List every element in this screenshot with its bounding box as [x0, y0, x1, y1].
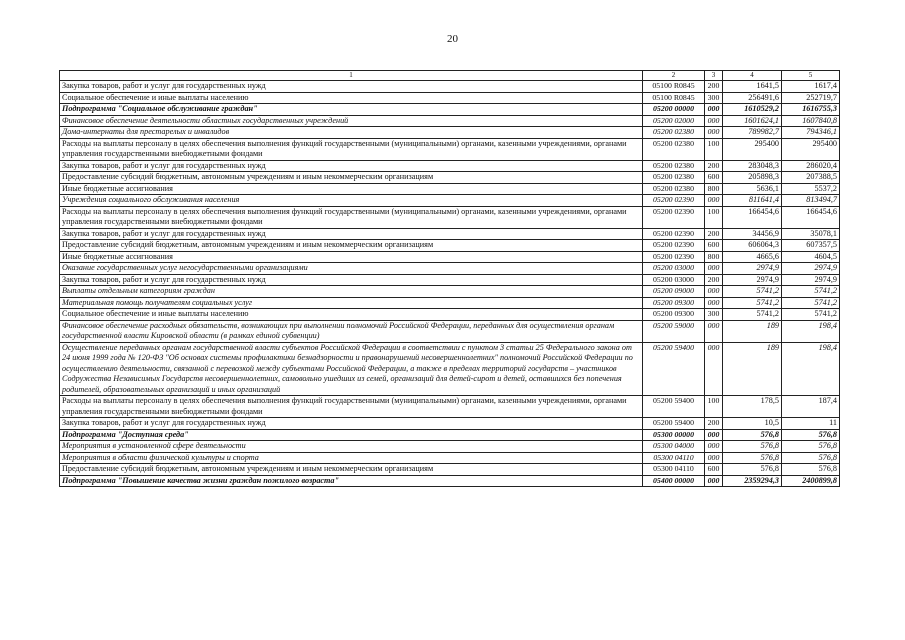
- row-code-cell: 05200 00000: [643, 104, 705, 116]
- table-row: [60, 228, 840, 240]
- table-row: [60, 195, 840, 207]
- row-expense-type-cell: 000: [705, 297, 723, 309]
- row-name-cell: Подпрограмма "Повышение качества жизни граждан пожилого возраста": [60, 475, 643, 487]
- row-code-cell: 05200 09300: [643, 309, 705, 321]
- row-value-col4-cell: 5741,2: [723, 297, 782, 309]
- row-value-col5-cell: 607357,5: [782, 240, 840, 252]
- row-code-cell: 05300 00000: [643, 429, 705, 441]
- row-expense-type-cell: 600: [705, 172, 723, 184]
- row-code-cell: 05100 R0845: [643, 92, 705, 104]
- row-value-col5-cell: 166454,6: [782, 206, 840, 228]
- row-value-col4-cell: 4665,6: [723, 251, 782, 263]
- table-row: [60, 240, 840, 252]
- table-row: [60, 286, 840, 298]
- table-row: [60, 475, 840, 487]
- row-value-col4-cell: 789982,7: [723, 127, 782, 139]
- row-value-col4-cell: 5741,2: [723, 286, 782, 298]
- row-code-cell: 05400 00000: [643, 475, 705, 487]
- table-row: [60, 297, 840, 309]
- row-value-col4-cell: 10,5: [723, 418, 782, 430]
- row-expense-type-cell: 200: [705, 160, 723, 172]
- row-name-cell: Расходы на выплаты персоналу в целях обеспечения выполнения функций государственными (муниципальными) органами, казенными учреждениями, органами управления государственными внебюджетными фондами: [60, 396, 643, 418]
- row-value-col5-cell: 286020,4: [782, 160, 840, 172]
- row-value-col5-cell: 295400: [782, 138, 840, 160]
- row-value-col5-cell: 794346,1: [782, 127, 840, 139]
- table-row: [60, 92, 840, 104]
- row-code-cell: 05200 02390: [643, 251, 705, 263]
- row-value-col5-cell: 252719,7: [782, 92, 840, 104]
- table-row: [60, 251, 840, 263]
- row-value-col5-cell: 11: [782, 418, 840, 430]
- row-expense-type-cell: 200: [705, 228, 723, 240]
- table-row: [60, 138, 840, 160]
- row-name-cell: Закупка товаров, работ и услуг для государственных нужд: [60, 418, 643, 430]
- table-row: [60, 263, 840, 275]
- row-expense-type-cell: 200: [705, 81, 723, 93]
- row-name-cell: Социальное обеспечение и иные выплаты населению: [60, 309, 643, 321]
- row-name-cell: Материальная помощь получателям социальных услуг: [60, 297, 643, 309]
- row-value-col5-cell: 35078,1: [782, 228, 840, 240]
- row-code-cell: 05200 09300: [643, 297, 705, 309]
- table-row: [60, 160, 840, 172]
- row-expense-type-cell: 000: [705, 104, 723, 116]
- table-header-row: [60, 71, 840, 81]
- row-value-col5-cell: 207388,5: [782, 172, 840, 184]
- row-value-col5-cell: 5537,2: [782, 183, 840, 195]
- row-code-cell: 05200 02380: [643, 183, 705, 195]
- row-code-cell: 05200 59400: [643, 418, 705, 430]
- row-code-cell: 05200 59000: [643, 320, 705, 342]
- row-value-col4-cell: 5741,2: [723, 309, 782, 321]
- row-name-cell: Мероприятия в области физической культуры и спорта: [60, 452, 643, 464]
- row-expense-type-cell: 000: [705, 115, 723, 127]
- row-value-col5-cell: 2400899,8: [782, 475, 840, 487]
- row-code-cell: 05200 59400: [643, 342, 705, 396]
- row-value-col5-cell: 5741,2: [782, 309, 840, 321]
- row-name-cell: Предоставление субсидий бюджетным, автономным учреждениям и иным некоммерческим организациям: [60, 464, 643, 476]
- row-expense-type-cell: 000: [705, 441, 723, 453]
- table-row: [60, 274, 840, 286]
- row-code-cell: 05200 02390: [643, 195, 705, 207]
- row-value-col5-cell: 5741,2: [782, 297, 840, 309]
- row-name-cell: Подпрограмма "Доступная среда": [60, 429, 643, 441]
- table-row: [60, 309, 840, 321]
- row-name-cell: Подпрограмма "Социальное обслуживание граждан": [60, 104, 643, 116]
- table-row: [60, 81, 840, 93]
- row-value-col5-cell: 576,8: [782, 441, 840, 453]
- row-expense-type-cell: 000: [705, 195, 723, 207]
- row-expense-type-cell: 000: [705, 286, 723, 298]
- row-value-col4-cell: 189: [723, 342, 782, 396]
- row-name-cell: Финансовое обеспечение расходных обязательств, возникающих при выполнении полномочий Российской Федерации, переданных для осуществления органам государственной власти Кировской области (в рамках единой субвенции): [60, 320, 643, 342]
- table-row: [60, 464, 840, 476]
- row-value-col4-cell: 811641,4: [723, 195, 782, 207]
- row-value-col4-cell: 295400: [723, 138, 782, 160]
- row-code-cell: 05200 02390: [643, 240, 705, 252]
- row-expense-type-cell: 800: [705, 251, 723, 263]
- row-expense-type-cell: 000: [705, 452, 723, 464]
- row-name-cell: Расходы на выплаты персоналу в целях обеспечения выполнения функций государственными (муниципальными) органами, казенными учреждениями, органами управления государственными внебюджетными фондами: [60, 138, 643, 160]
- row-value-col4-cell: 5636,1: [723, 183, 782, 195]
- row-value-col4-cell: 606064,3: [723, 240, 782, 252]
- budget-table: [59, 70, 840, 487]
- row-value-col4-cell: 1601624,1: [723, 115, 782, 127]
- row-value-col4-cell: 2359294,3: [723, 475, 782, 487]
- row-value-col5-cell: 576,8: [782, 429, 840, 441]
- row-value-col5-cell: 5741,2: [782, 286, 840, 298]
- row-value-col5-cell: 576,8: [782, 452, 840, 464]
- row-code-cell: 05200 59400: [643, 396, 705, 418]
- row-value-col5-cell: 187,4: [782, 396, 840, 418]
- row-expense-type-cell: 600: [705, 464, 723, 476]
- row-value-col5-cell: 1617,4: [782, 81, 840, 93]
- row-name-cell: Закупка товаров, работ и услуг для государственных нужд: [60, 160, 643, 172]
- row-value-col5-cell: 2974,9: [782, 274, 840, 286]
- table-row: [60, 441, 840, 453]
- row-code-cell: 05200 02380: [643, 138, 705, 160]
- row-value-col5-cell: 198,4: [782, 342, 840, 396]
- row-expense-type-cell: 200: [705, 274, 723, 286]
- row-code-cell: 05200 02390: [643, 228, 705, 240]
- header-col-3: 3: [705, 71, 723, 81]
- row-expense-type-cell: 000: [705, 127, 723, 139]
- row-name-cell: Иные бюджетные ассигнования: [60, 251, 643, 263]
- row-code-cell: 05200 02380: [643, 127, 705, 139]
- row-value-col4-cell: 34456,9: [723, 228, 782, 240]
- header-col-4: 4: [723, 71, 782, 81]
- table-row: [60, 183, 840, 195]
- row-expense-type-cell: 300: [705, 309, 723, 321]
- row-value-col5-cell: 576,8: [782, 464, 840, 476]
- row-code-cell: 05200 02380: [643, 160, 705, 172]
- row-code-cell: 05200 02380: [643, 172, 705, 184]
- row-name-cell: Осуществление переданных органам государственной власти субъектов Российской Федерации в соответствии с пунктом 3 статьи 25 Федерального закона от 24 июня 1999 года № 120-ФЗ "Об основах системы профилактики безнадзорности и правонарушений несовершеннолетних" полномочий Российской Федерации по осуществлению деятельности, связанной с перевозкой между субъектами Российской Федерации, а также в пределах территорий государств – участников Содружества Независимых Государств несовершеннолетних, самовольно ушедших из семей, организаций для детей-сирот и детей, оставшихся без попечения родителей, образовательных организаций и иных организаций: [60, 342, 643, 396]
- row-name-cell: Выплаты отдельным категориям граждан: [60, 286, 643, 298]
- header-col-2: 2: [643, 71, 705, 81]
- row-value-col5-cell: 813494,7: [782, 195, 840, 207]
- row-code-cell: 05300 04110: [643, 464, 705, 476]
- row-value-col4-cell: 1610529,2: [723, 104, 782, 116]
- row-value-col4-cell: 205898,3: [723, 172, 782, 184]
- row-code-cell: 05200 03000: [643, 263, 705, 275]
- row-value-col4-cell: 256491,6: [723, 92, 782, 104]
- row-code-cell: 05200 09000: [643, 286, 705, 298]
- row-value-col5-cell: 1607840,8: [782, 115, 840, 127]
- row-code-cell: 05200 03000: [643, 274, 705, 286]
- row-value-col5-cell: 2974,9: [782, 263, 840, 275]
- row-value-col4-cell: 189: [723, 320, 782, 342]
- row-value-col4-cell: 576,8: [723, 452, 782, 464]
- table-row: [60, 342, 840, 396]
- row-value-col5-cell: 198,4: [782, 320, 840, 342]
- row-value-col5-cell: 1616755,3: [782, 104, 840, 116]
- row-expense-type-cell: 000: [705, 429, 723, 441]
- row-expense-type-cell: 000: [705, 320, 723, 342]
- row-name-cell: Финансовое обеспечение деятельности областных государственных учреждений: [60, 115, 643, 127]
- row-name-cell: Предоставление субсидий бюджетным, автономным учреждениям и иным некоммерческим организациям: [60, 172, 643, 184]
- row-value-col4-cell: 2974,9: [723, 263, 782, 275]
- row-name-cell: Иные бюджетные ассигнования: [60, 183, 643, 195]
- table-row: [60, 429, 840, 441]
- row-expense-type-cell: 100: [705, 138, 723, 160]
- row-expense-type-cell: 600: [705, 240, 723, 252]
- header-col-1: 1: [60, 71, 643, 81]
- row-expense-type-cell: 800: [705, 183, 723, 195]
- row-value-col4-cell: 576,8: [723, 441, 782, 453]
- row-name-cell: Мероприятия в установленной сфере деятельности: [60, 441, 643, 453]
- row-value-col4-cell: 576,8: [723, 464, 782, 476]
- row-name-cell: Закупка товаров, работ и услуг для государственных нужд: [60, 81, 643, 93]
- table-row: [60, 320, 840, 342]
- table-row: [60, 418, 840, 430]
- table-row: [60, 104, 840, 116]
- row-expense-type-cell: 100: [705, 206, 723, 228]
- row-code-cell: 05200 02390: [643, 206, 705, 228]
- row-name-cell: Учреждения социального обслуживания населения: [60, 195, 643, 207]
- table-row: [60, 396, 840, 418]
- row-name-cell: Оказание государственных услуг негосударственными организациями: [60, 263, 643, 275]
- row-name-cell: Дома-интернаты для престарелых и инвалидов: [60, 127, 643, 139]
- table-row: [60, 172, 840, 184]
- header-col-5: 5: [782, 71, 840, 81]
- row-name-cell: Закупка товаров, работ и услуг для государственных нужд: [60, 274, 643, 286]
- row-name-cell: Предоставление субсидий бюджетным, автономным учреждениям и иным некоммерческим организациям: [60, 240, 643, 252]
- row-code-cell: 05300 04110: [643, 452, 705, 464]
- row-expense-type-cell: 100: [705, 396, 723, 418]
- row-name-cell: Расходы на выплаты персоналу в целях обеспечения выполнения функций государственными (муниципальными) органами, казенными учреждениями, органами управления государственными внебюджетными фондами: [60, 206, 643, 228]
- table-row: [60, 452, 840, 464]
- row-expense-type-cell: 200: [705, 418, 723, 430]
- row-value-col4-cell: 283048,3: [723, 160, 782, 172]
- row-value-col5-cell: 4604,5: [782, 251, 840, 263]
- row-value-col4-cell: 1641,5: [723, 81, 782, 93]
- row-code-cell: 05100 R0845: [643, 81, 705, 93]
- row-expense-type-cell: 000: [705, 263, 723, 275]
- row-value-col4-cell: 2974,9: [723, 274, 782, 286]
- row-expense-type-cell: 300: [705, 92, 723, 104]
- table-row: [60, 127, 840, 139]
- row-expense-type-cell: 000: [705, 475, 723, 487]
- row-code-cell: 05300 04000: [643, 441, 705, 453]
- row-name-cell: Социальное обеспечение и иные выплаты населению: [60, 92, 643, 104]
- row-value-col4-cell: 178,5: [723, 396, 782, 418]
- page-number: 20: [447, 33, 458, 45]
- row-name-cell: Закупка товаров, работ и услуг для государственных нужд: [60, 228, 643, 240]
- row-expense-type-cell: 000: [705, 342, 723, 396]
- row-value-col4-cell: 166454,6: [723, 206, 782, 228]
- row-code-cell: 05200 02000: [643, 115, 705, 127]
- table-row: [60, 115, 840, 127]
- table-row: [60, 206, 840, 228]
- row-value-col4-cell: 576,8: [723, 429, 782, 441]
